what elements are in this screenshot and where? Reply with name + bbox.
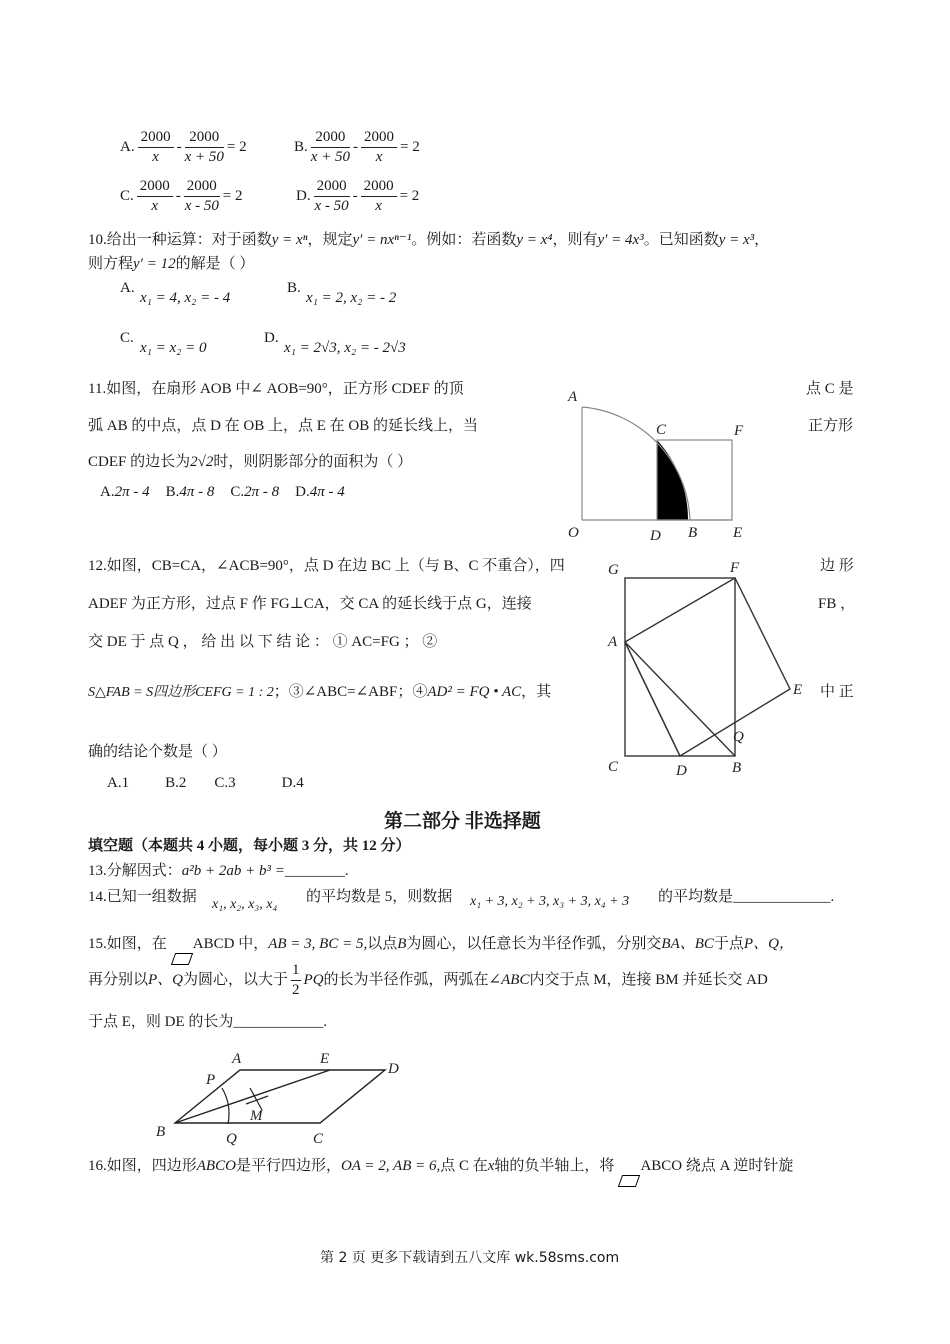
q9-c-frac1	[137, 177, 173, 216]
q11-a-value: 2π - 4	[114, 484, 150, 500]
q10-text-e: 。已知函数	[643, 232, 719, 248]
q10-formula-4: y′ = 4x³	[597, 232, 644, 248]
q16-expr-lengths: OA = 2, AB = 6,	[340, 1158, 441, 1174]
q15-points-pq: P、Q，	[743, 936, 794, 952]
q11-d-label: D.	[295, 484, 310, 500]
q9-c-n1: 2000	[137, 177, 173, 197]
q10-option-b	[287, 280, 301, 297]
q9-d-d1: x - 50	[314, 198, 349, 214]
q11-label-o: O	[568, 525, 579, 541]
q12-label-g: G	[608, 562, 619, 578]
q13-blank: ________.	[284, 863, 349, 879]
q13-text: 13.分解因式：	[88, 863, 182, 879]
q15-text-c: 以点	[367, 936, 398, 952]
q9-c-rhs: = 2	[222, 187, 243, 204]
q11-label-c: C	[656, 422, 667, 438]
q9-a-d1: x	[152, 149, 159, 165]
q15-label-q: Q	[226, 1131, 237, 1147]
q12-rect-cgfb	[625, 578, 735, 756]
q9-c-frac2	[184, 177, 220, 216]
q16-line1	[88, 1154, 793, 1175]
q12-line3: 交 DE 于 点 Q ， 给 出 以 下 结 论 ： ① AC=FG ； ②	[88, 634, 438, 650]
q16-text-d: 轴的负半轴上，将	[494, 1158, 615, 1174]
q15-label-b: B	[156, 1124, 166, 1140]
q12-line1-right: 边 形	[820, 558, 854, 574]
q9-a-rhs: = 2	[226, 138, 247, 155]
q9-d-label: D.	[296, 187, 311, 204]
q9-d-d2: x	[375, 198, 382, 214]
q15-text-j: 内交于点 M，连接 BM 并延长交 AD	[529, 971, 768, 988]
q10-b-label: B.	[287, 280, 301, 296]
q11-line2-right: 正方形	[808, 418, 854, 434]
q10-b-value: x₁ = 2, x₂ = - 2	[306, 290, 397, 306]
q15-line3: 于点 E，则 DE 的长为____________.	[88, 1014, 328, 1030]
q9-b-rhs: = 2	[400, 138, 420, 155]
q10-formula-5: y = x³	[718, 232, 755, 248]
q9-option-a	[120, 128, 247, 167]
q12-d: D.4	[281, 775, 304, 791]
q9-a-op: -	[176, 138, 182, 155]
q11-c-label: C.	[230, 484, 245, 500]
q12-b: B.2	[165, 775, 187, 791]
q11-shaded-region	[657, 440, 688, 520]
q11-figure	[560, 385, 760, 545]
q12-label-b: B	[732, 760, 742, 776]
q11-a-label: A.	[100, 484, 115, 500]
q10-text-h: 的解是（ ）	[175, 256, 255, 272]
q10-formula-6: y′ = 12	[133, 256, 176, 272]
q14-text-c: 的平均数是_____________.	[658, 889, 835, 905]
q15-pq: P、Q	[148, 971, 184, 988]
q10-text-a: 10.给出一种运算：对于函数	[88, 232, 272, 248]
q10-text-g: 则方程	[88, 256, 134, 272]
q12-line4	[88, 680, 551, 701]
q14-line	[88, 885, 197, 906]
q12-line4-right: 中 正	[820, 684, 854, 700]
fill-blank-section-heading: 填空题（本题共 4 小题，每小题 3 分，共 12 分）	[88, 838, 411, 854]
q9-d-frac2	[361, 177, 397, 216]
q12-label-c: C	[608, 759, 619, 775]
part2-title: 第二部分 非选择题	[384, 811, 541, 832]
q15-text-i: 的长为半径作弧，两弧在	[323, 971, 489, 988]
q11-d-value: 4π - 4	[309, 484, 345, 500]
q10-line2	[88, 252, 254, 273]
q12-text-c: ，其	[521, 684, 552, 700]
q10-d-value: x₁ = 2√3, x₂ = - 2√3	[284, 340, 406, 356]
q15-half-frac	[291, 961, 301, 1000]
q12-figure	[600, 556, 815, 781]
q12-line5: 确的结论个数是（ ）	[88, 744, 227, 760]
parallelogram-icon-2	[618, 1175, 640, 1187]
q15-label-m: M	[250, 1108, 263, 1124]
q9-b-d1: x + 50	[310, 149, 351, 165]
q15-text-d: 为圆心，以任意长为半径作弧，分别交	[406, 936, 662, 952]
q9-b-label: B.	[294, 138, 308, 155]
q9-d-n1: 2000	[314, 177, 350, 197]
q9-a-label: A.	[120, 138, 135, 155]
q9-a-n2: 2000	[185, 128, 224, 148]
q9-c-n2: 2000	[184, 177, 220, 197]
q12-label-q: Q	[733, 729, 744, 745]
q10-formula-1: y = xⁿ	[271, 232, 308, 248]
q11-text-b: 时，则阴影部分的面积为（ ）	[213, 454, 413, 470]
q9-d-frac1	[314, 177, 350, 216]
q9-d-op: -	[352, 187, 358, 204]
q9-option-b	[294, 128, 420, 167]
q11-b-label: B.	[165, 484, 180, 500]
q15-pq-2: PQ	[303, 971, 324, 988]
q12-c: C.3	[214, 775, 236, 791]
q12-line1: 12.如图，CB=CA，∠ACB=90°，点 D 在边 BC 上（与 B、C 不重合），四	[88, 558, 565, 574]
q15-half-den: 2	[292, 982, 300, 998]
q11-label-a: A	[568, 389, 578, 405]
q9-b-n2: 2000	[361, 128, 397, 148]
q9-b-frac1	[311, 128, 350, 167]
q9-b-op: -	[353, 138, 359, 155]
q15-angle: ∠ABC	[488, 971, 530, 988]
q16-text-b: 是平行四边形，	[235, 1158, 341, 1174]
q15-expr: AB = 3, BC = 5,	[268, 936, 368, 952]
q12-label-f: F	[730, 560, 740, 576]
q10-line1	[88, 228, 769, 249]
q10-text-f: ，	[754, 232, 770, 248]
q15-point-b: B	[397, 936, 407, 952]
q9-c-d2: x - 50	[184, 198, 219, 214]
q12-formula-area: S△FAB = S四边形CEFG = 1 : 2	[88, 685, 274, 700]
q10-text-b: ，规定	[307, 232, 353, 248]
q10-text-d: ，则有	[552, 232, 598, 248]
q15-text-f: 于点	[713, 936, 744, 952]
q9-a-frac2	[185, 128, 224, 167]
q9-c-label: C.	[120, 187, 134, 204]
q9-option-d	[296, 177, 419, 216]
q11-line2: 弧 AB 的中点，点 D 在 OB 上，点 E 在 OB 的延长线上，当	[88, 418, 479, 434]
q10-a-label: A.	[120, 280, 135, 296]
q11-label-b: B	[688, 525, 698, 541]
q12-line-ab	[625, 642, 735, 756]
q16-x: x	[487, 1158, 495, 1174]
q11-line3	[88, 450, 412, 471]
q11-formula: 2√2	[190, 454, 214, 470]
q15-line2	[88, 961, 768, 1000]
q16-expr-abco: ABCO	[196, 1158, 236, 1174]
q15-text-a: 15.如图，在	[88, 936, 167, 952]
q13-line	[88, 859, 349, 880]
q9-b-frac2	[361, 128, 397, 167]
q9-b-n1: 2000	[311, 128, 350, 148]
q11-label-f: F	[734, 423, 744, 439]
q14-text-b: 的平均数是 5，则数据	[306, 889, 453, 905]
q12-a: A.1	[107, 775, 130, 791]
q11-label-d: D	[650, 528, 661, 544]
q12-options	[107, 775, 304, 792]
q14-data-2: x₁ + 3, x₂ + 3, x₃ + 3, x₄ + 3	[470, 894, 630, 909]
q10-formula-2: y′ = nxⁿ⁻¹	[352, 232, 412, 248]
q9-a-d2: x + 50	[184, 149, 224, 165]
q9-option-c	[120, 177, 242, 216]
q10-c-value: x₁ = x₂ = 0	[140, 340, 207, 356]
q15-half-num: 1	[291, 961, 301, 981]
q16-text-c: 点 C 在	[440, 1158, 488, 1174]
q11-text-a: CDEF 的边长为	[88, 454, 191, 470]
q13-expr: a²b + 2ab + b³ =	[181, 863, 285, 879]
q14-text-a: 14.已知一组数据	[88, 889, 197, 905]
q9-d-n2: 2000	[361, 177, 397, 197]
q10-a-value: x₁ = 4, x₂ = - 4	[140, 290, 231, 306]
q12-label-a: A	[608, 634, 618, 650]
q15-label-c: C	[313, 1131, 324, 1147]
q9-d-rhs: = 2	[399, 187, 420, 204]
q10-text-c: 。例如：若函数	[411, 232, 517, 248]
q11-label-e: E	[733, 525, 743, 541]
q15-label-d: D	[388, 1061, 399, 1077]
q15-text-g: 再分别以	[88, 971, 149, 988]
q10-formula-3: y = x⁴	[516, 232, 553, 248]
q15-figure	[150, 1048, 420, 1148]
q16-text-e: ABCO 绕点 A 逆时针旋	[640, 1158, 794, 1174]
q12-label-d: D	[676, 763, 687, 779]
q12-line2-right: FB ，	[818, 596, 856, 612]
q12-formula-ad: AD² = FQ • AC	[427, 684, 522, 700]
q16-text-a: 16.如图，四边形	[88, 1158, 197, 1174]
q12-line2: ADEF 为正方形，过点 F 作 FG⊥CA，交 CA 的延长线于点 G，连接	[88, 596, 532, 612]
q10-option-a	[120, 280, 135, 297]
q11-b-value: 4π - 8	[179, 484, 215, 500]
q10-d-label: D.	[264, 330, 279, 346]
q12-line-ad	[625, 642, 680, 756]
q10-option-c	[120, 330, 134, 347]
q9-a-n1: 2000	[138, 128, 174, 148]
q15-label-p: P	[206, 1072, 216, 1088]
q9-a-frac1	[138, 128, 174, 167]
q15-text-h: 为圆心，以大于	[183, 971, 289, 988]
q11-options	[100, 484, 345, 501]
q15-text-b: ABCD 中，	[192, 936, 269, 952]
q11-c-value: 2π - 8	[244, 484, 280, 500]
q9-b-d2: x	[375, 149, 383, 165]
q15-line1	[88, 932, 794, 953]
q12-label-e: E	[793, 682, 803, 698]
q10-option-d	[264, 330, 279, 347]
q11-line1: 11.如图，在扇形 AOB 中∠ AOB=90°，正方形 CDEF 的顶	[88, 381, 464, 397]
q15-rays: BA、BC	[661, 936, 714, 952]
q11-line1-right: 点 C 是	[806, 381, 854, 397]
q10-c-label: C.	[120, 330, 134, 346]
q9-c-d1: x	[151, 198, 159, 214]
q12-text-b: ；③∠ABC=∠ABF；④	[273, 684, 428, 700]
q14-data-1: x₁, x₂, x₃, x₄	[212, 897, 278, 912]
q9-c-op: -	[175, 187, 181, 204]
q15-label-a: A	[232, 1051, 242, 1067]
q15-label-e: E	[320, 1051, 330, 1067]
page-footer: 第 2 页 更多下载请到五八文库 wk.58sms.com	[320, 1250, 620, 1266]
